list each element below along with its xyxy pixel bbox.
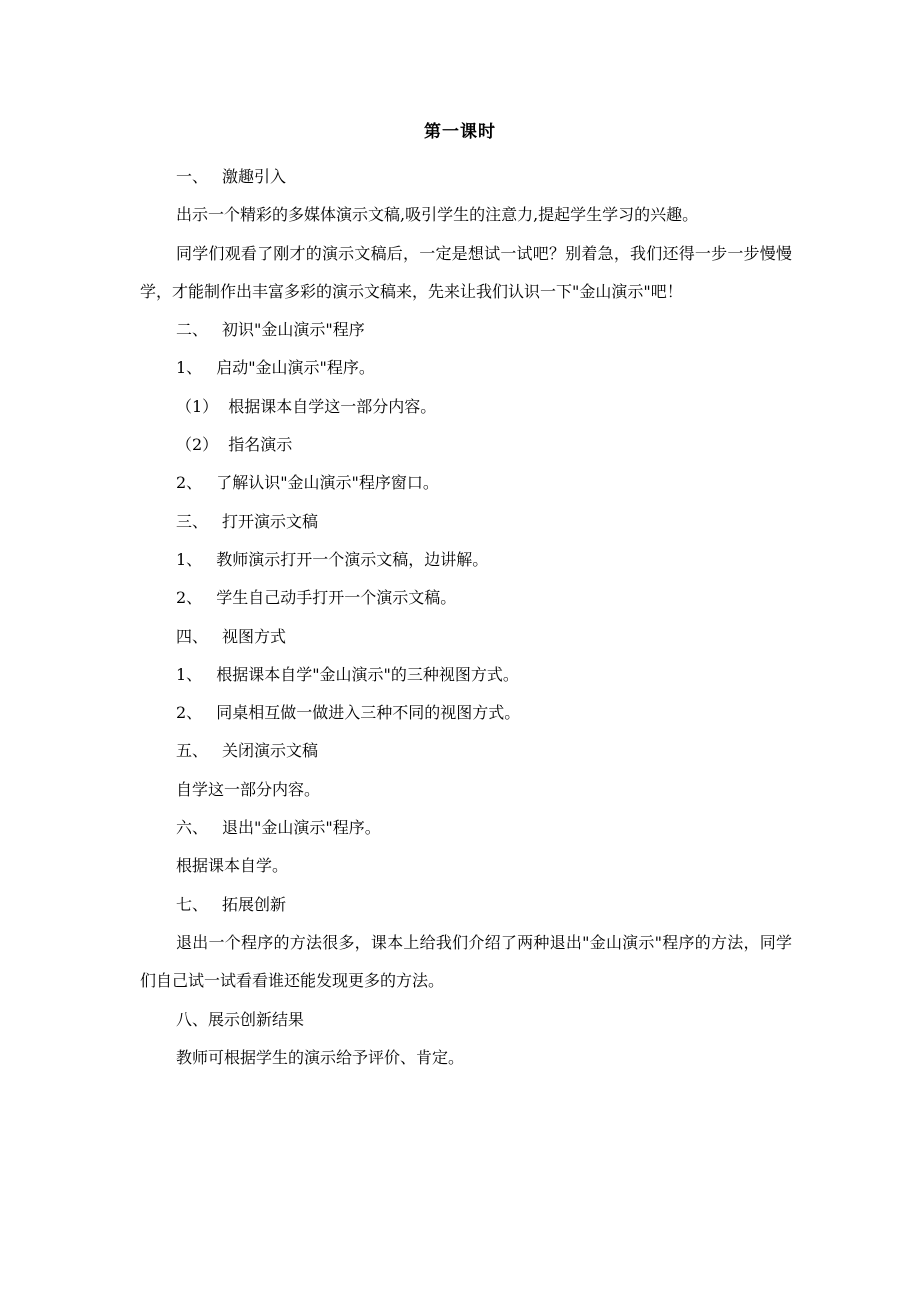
item-number: 2、: [176, 703, 203, 723]
item-text: 根据课本自学"金山演示"的三种视图方式。: [216, 664, 519, 684]
list-item: [140, 694, 792, 732]
section-heading-3: [140, 503, 792, 541]
item-number: （1）: [176, 396, 219, 416]
item-text: 学生自己动手打开一个演示文稿。: [216, 588, 457, 608]
paragraph: 教师可根据学生的演示给予评价、肯定。: [176, 1047, 465, 1067]
section-heading-7: [140, 886, 792, 924]
item-text: 启动"金山演示"程序。: [216, 358, 375, 378]
paragraph: 同学们观看了刚才的演示文稿后，一定是想试一试吧？别着急，我们还得一步一步慢慢学，才能制作出丰富多彩的演示文稿来，先来让我们认识一下"金山演示"吧！: [140, 243, 792, 301]
item-number: （2）: [176, 435, 219, 455]
item-number: 1、: [176, 664, 203, 684]
item-text: 同桌相互做一做进入三种不同的视图方式。: [216, 703, 521, 723]
paragraph: 自学这一部分内容。: [176, 779, 321, 799]
section-title: 打开演示文稿: [222, 511, 319, 531]
section-title: 视图方式: [222, 626, 287, 646]
paragraph: 出示一个精彩的多媒体演示文稿,吸引学生的注意力,提起学生学习的兴趣。: [176, 205, 699, 225]
section-number: 二、: [176, 320, 209, 340]
item-number: 2、: [176, 473, 203, 493]
list-item: [140, 541, 792, 579]
section-number: 六、: [176, 818, 209, 838]
page-title: 第一课时: [424, 122, 496, 142]
section-number: 五、: [176, 741, 209, 761]
section-title: 退出"金山演示"程序。: [222, 818, 381, 838]
section-heading-8: 八、展示创新结果: [176, 1009, 305, 1029]
section-title: 激趣引入: [222, 167, 287, 186]
paragraph: 退出一个程序的方法很多，课本上给我们介绍了两种退出"金山演示"程序的方法，同学们自己试一试看看谁还能发现更多的方法。: [140, 932, 792, 991]
section-title: 拓展创新: [222, 894, 287, 914]
list-item: [140, 349, 792, 387]
list-item: [140, 579, 792, 617]
section-heading-6: [140, 809, 792, 847]
section-number: 一、: [176, 167, 209, 186]
item-text: 了解认识"金山演示"程序窗口。: [216, 473, 439, 493]
paragraph: 根据课本自学。: [176, 856, 289, 876]
section-number: 三、: [176, 511, 209, 531]
section-heading-4: [140, 618, 792, 656]
section-number: 七、: [176, 894, 209, 914]
section-number: 四、: [176, 626, 209, 646]
item-text: 教师演示打开一个演示文稿，边讲解。: [216, 549, 489, 569]
item-number: 2、: [176, 588, 203, 608]
item-text: 根据课本自学这一部分内容。: [228, 396, 437, 416]
section-heading-1: [140, 158, 792, 196]
list-item: [140, 656, 792, 694]
sub-list-item: [140, 388, 792, 426]
item-number: 1、: [176, 549, 203, 569]
section-title: 关闭演示文稿: [222, 741, 319, 761]
section-title: 初识"金山演示"程序: [222, 320, 365, 340]
sub-list-item: [140, 426, 792, 464]
document-body: [140, 158, 792, 1077]
item-number: 1、: [176, 358, 203, 378]
section-heading-5: [140, 732, 792, 770]
item-text: 指名演示: [228, 435, 293, 455]
list-item: [140, 464, 792, 502]
section-heading-2: [140, 311, 792, 349]
